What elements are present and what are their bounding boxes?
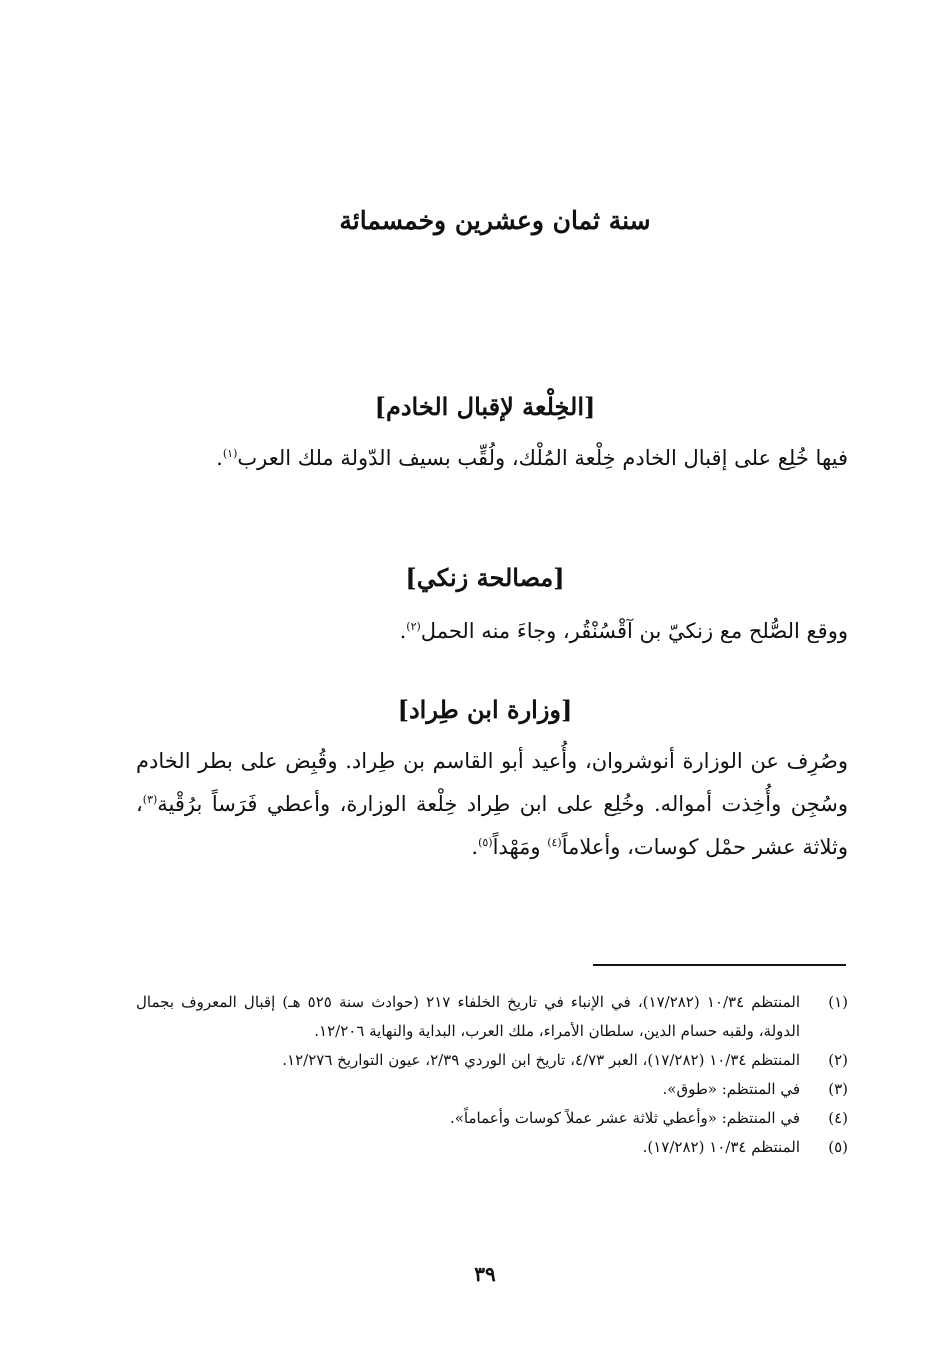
footnotes <box>136 988 848 1162</box>
footnote-ref[interactable]: (٢) <box>406 620 421 633</box>
footnote-text: المنتظم ١٠/٣٤ (١٧/٢٨٢)، العبر ٤/٧٣، تاريخ ابن الوردي ٢/٣٩، عيون التواريخ ١٢/٢٧٦. <box>282 1051 800 1069</box>
footnote-text: في المنتظم: «طوق». <box>662 1080 800 1098</box>
paragraph-tail: . <box>399 619 407 643</box>
footnote-ref[interactable]: (٤) <box>547 836 562 849</box>
footnote-text: المنتظم ١٠/٣٤ (١٧/٢٨٢). <box>642 1138 800 1156</box>
footnote-1 <box>136 988 848 1046</box>
page-number: ٣٩ <box>474 1262 496 1286</box>
footnote-ref[interactable]: (٥) <box>478 836 493 849</box>
footnote-text: في المنتظم: «وأعطي ثلاثة عشر عملاً كوسات وأعماماً». <box>449 1109 800 1127</box>
paragraph-text: وصُرِف عن الوزارة أنوشروان، وأُعيد أبو القاسم بن طِراد. وقُبِض على بطر الخادم وسُجِن وأُخِذت أمواله. وخُلِع على ابن طِراد خِلْعة الوزارة، وأعطي فَرَساً برُقْية <box>136 749 848 816</box>
paragraph-text: ، وثلاثة عشر حمْل كوسات، وأعلاماً <box>136 792 848 859</box>
footnote-number: (٢) <box>828 1051 848 1069</box>
section-paragraph-1 <box>136 437 848 480</box>
footnote-number: (١) <box>828 993 848 1011</box>
paragraph-text: فيها خُلِع على إقبال الخادم خِلْعة المُلْك، ولُقِّب بسيف الدّولة ملك العرب <box>237 446 848 470</box>
footnote-number: (٣) <box>828 1080 848 1098</box>
footnote-4 <box>136 1104 848 1133</box>
footnote-3 <box>136 1075 848 1104</box>
footnote-divider <box>593 964 846 966</box>
paragraph-tail: . <box>471 835 479 859</box>
footnote-ref[interactable]: (١) <box>222 447 238 460</box>
paragraph-text: ومَهْداً <box>492 835 548 859</box>
footnote-number: (٤) <box>828 1109 848 1127</box>
footnote-number: (٥) <box>828 1138 848 1156</box>
footnote-5 <box>136 1133 848 1162</box>
section-heading-3: [وزارة ابن طِراد] <box>397 695 573 724</box>
footnote-ref[interactable]: (٣) <box>142 793 158 806</box>
section-paragraph-2 <box>136 610 848 653</box>
footnote-2 <box>136 1046 848 1075</box>
footnote-text: المنتظم ١٠/٣٤ (١٧/٢٨٢)، في الإنباء في تاريخ الخلفاء ٢١٧ (حوادث سنة ٥٢٥ هـ) إقبال المعروف بجمال الدولة، ولقبه حسام الدين، سلطان الأمراء، ملك العرب، البداية والنهاية ١٢/٢٠٦. <box>136 993 800 1040</box>
section-heading-2: [مصالحة زنكي] <box>405 563 565 592</box>
chapter-title: سنة ثمان وعشرين وخمسمائة <box>339 206 651 235</box>
paragraph-tail: . <box>216 446 223 470</box>
paragraph-text: ووقع الصُّلح مع زنكيّ بن آقْسُنْقُر، وجاءَ منه الحمل <box>420 619 848 643</box>
section-paragraph-3 <box>136 740 848 869</box>
section-heading-1: [الخِلْعة لإقبال الخادم] <box>374 392 596 421</box>
